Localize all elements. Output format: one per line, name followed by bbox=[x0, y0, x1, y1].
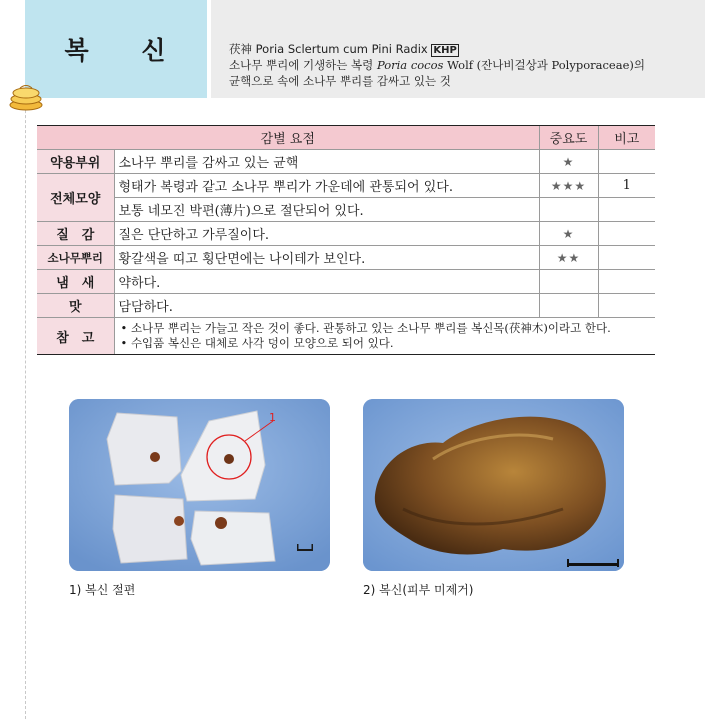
row-text: 소나무 뿌리를 감싸고 있는 균핵 bbox=[114, 150, 539, 174]
table-row bbox=[37, 222, 655, 246]
table-row bbox=[37, 270, 655, 294]
row-note bbox=[598, 246, 655, 270]
hanja-name: 茯神 bbox=[229, 42, 252, 56]
row-note bbox=[598, 294, 655, 318]
photo-whole-piece bbox=[363, 399, 624, 571]
header-description bbox=[229, 41, 645, 89]
header-importance: 중요도 bbox=[539, 126, 598, 150]
row-text: 질은 단단하고 가루질이다. bbox=[114, 222, 539, 246]
table-row bbox=[37, 150, 655, 174]
row-importance: ★★★ bbox=[539, 174, 598, 198]
notes-content bbox=[114, 318, 655, 355]
fig2-caption: 2) 복신(피부 미제거) bbox=[363, 583, 474, 597]
row-importance: ★★ bbox=[539, 246, 598, 270]
header-main: 감별 요점 bbox=[37, 126, 539, 150]
row-note bbox=[598, 150, 655, 174]
stack-icon bbox=[8, 83, 44, 111]
page-title: 복 신 bbox=[64, 36, 188, 65]
table-row bbox=[37, 246, 655, 270]
desc-line3: 균핵으로 속에 소나무 뿌리를 감싸고 있는 것 bbox=[229, 74, 451, 88]
row-note bbox=[598, 270, 655, 294]
row-note: 1 bbox=[598, 174, 655, 198]
row-label: 소나무뿌리 bbox=[37, 246, 114, 270]
note-item: • 소나무 뿌리는 가늘고 작은 것이 좋다. 관통하고 있는 소나무 뿌리를 복신목(茯神木)이라고 한다. bbox=[120, 321, 611, 335]
row-text: 담담하다. bbox=[114, 294, 539, 318]
table-row bbox=[37, 198, 655, 222]
row-importance: ★ bbox=[539, 222, 598, 246]
row-text: 형태가 복령과 같고 소나무 뿌리가 가운데에 관통되어 있다. bbox=[114, 174, 539, 198]
table-header-row bbox=[37, 126, 655, 150]
row-label: 전체모양 bbox=[37, 174, 114, 222]
table-row bbox=[37, 294, 655, 318]
header-note: 비고 bbox=[598, 126, 655, 150]
khp-badge: KHP bbox=[433, 45, 457, 56]
fig1-caption: 1) 복신 절편 bbox=[69, 583, 136, 597]
notes-label: 참 고 bbox=[37, 318, 114, 355]
row-importance bbox=[539, 270, 598, 294]
fig1-marker: 1 bbox=[269, 411, 276, 424]
row-text: 약하다. bbox=[114, 270, 539, 294]
row-text: 보통 네모진 박편(薄片)으로 절단되어 있다. bbox=[114, 198, 539, 222]
row-text: 황갈색을 띠고 횡단면에는 나이테가 보인다. bbox=[114, 246, 539, 270]
notes-row bbox=[37, 318, 655, 355]
sliced-pieces-image bbox=[69, 399, 330, 571]
table-row bbox=[37, 174, 655, 198]
row-note bbox=[598, 222, 655, 246]
row-importance bbox=[539, 294, 598, 318]
title-box bbox=[25, 0, 207, 98]
row-label: 약용부위 bbox=[37, 150, 114, 174]
desc-part1: 소나무 뿌리에 기생하는 복령 bbox=[229, 58, 374, 72]
desc-part2: Wolf (잔나비걸상과 Polyporaceae)의 bbox=[447, 58, 645, 72]
whole-piece-image bbox=[363, 399, 624, 571]
row-label: 맛 bbox=[37, 294, 114, 318]
row-importance bbox=[539, 198, 598, 222]
row-label: 냄 새 bbox=[37, 270, 114, 294]
row-importance: ★ bbox=[539, 150, 598, 174]
identification-table bbox=[37, 125, 655, 355]
row-note bbox=[598, 198, 655, 222]
latin-name: Poria Sclertum cum Pini Radix bbox=[255, 42, 428, 56]
desc-species: Poria cocos bbox=[376, 58, 444, 72]
row-label: 질 감 bbox=[37, 222, 114, 246]
photo-sliced-pieces bbox=[69, 399, 330, 571]
note-item: • 수입품 복신은 대체로 사각 덩이 모양으로 되어 있다. bbox=[120, 336, 394, 350]
